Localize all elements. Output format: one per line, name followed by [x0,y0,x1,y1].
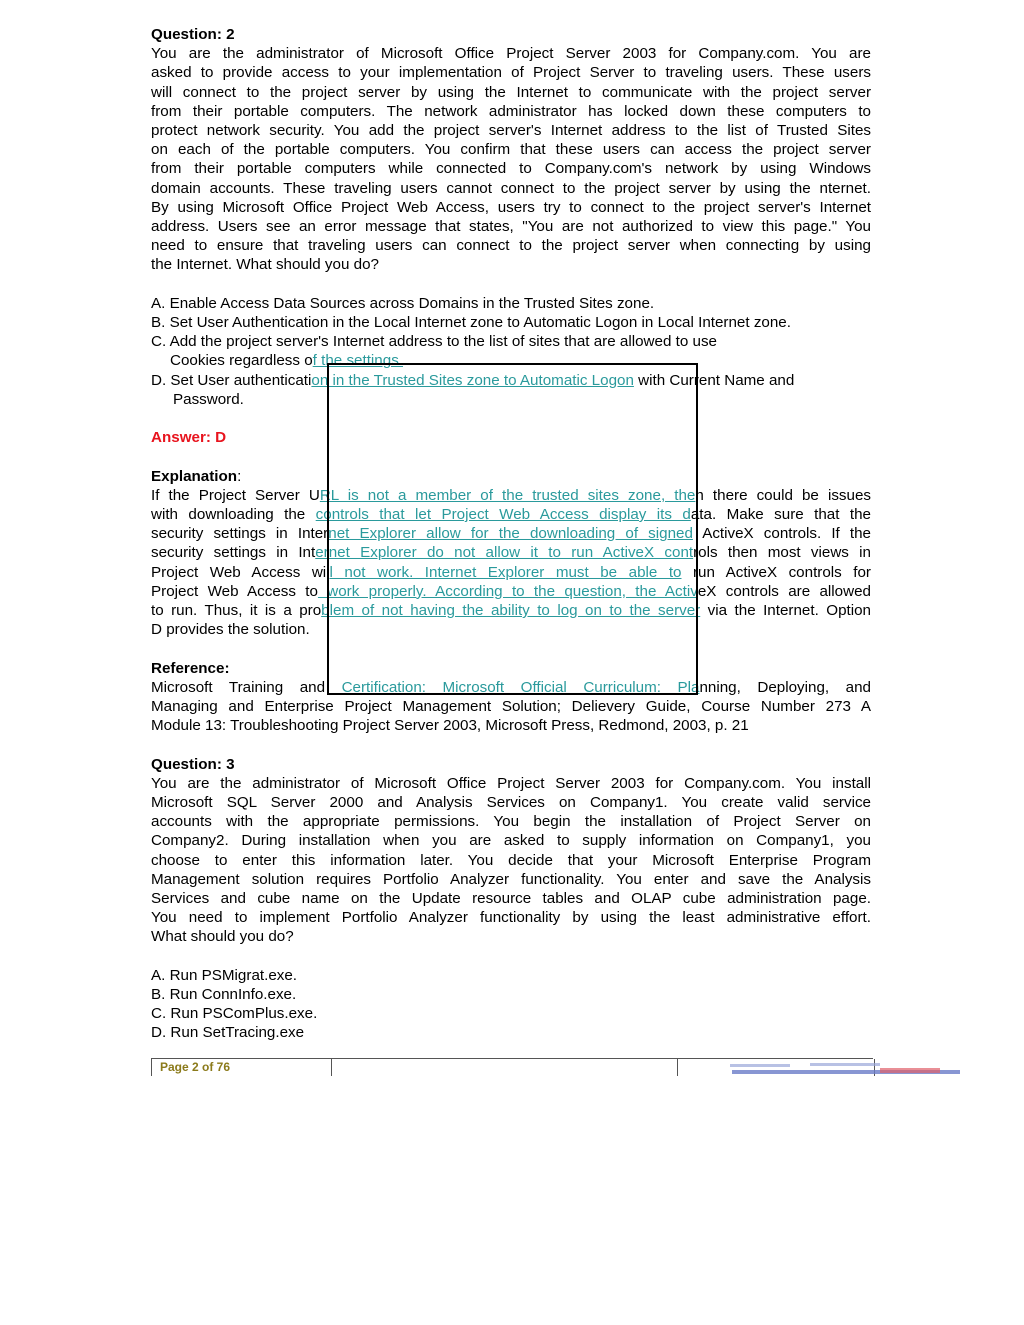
answer-label: Answer: D [151,429,227,447]
question-3-line: You are the administrator of Microsoft Office Project Server 2003 for Company.com. You install [151,774,871,792]
question-2-line: domain accounts. These traveling users cannot connect to the project server by using the nternet. [151,179,871,197]
reference-body [151,678,871,736]
option-c: C. Run PSComPlus.exe. [151,1005,318,1023]
reference-line: Managing and Enterprise Project Management Solution; Delievery Guide, Course Number 273 A [151,698,871,716]
question-3-line: What should you do? [151,928,294,946]
question-3-options [151,966,871,1043]
reference-line: Module 13: Troubleshooting Project Server 2003, Microsoft Press, Redmond, 2003, p. 21 [151,717,749,735]
option-a: A. Enable Access Data Sources across Domains in the Trusted Sites zone. [151,294,655,312]
page-number: Page 2 of 76 [160,1060,231,1074]
publisher-logo [730,1062,962,1076]
option-d: D. Set User authentication in the Trusted Sites zone to Automatic Logon with Current Name and [151,371,795,389]
option-b: B. Set User Authentication in the Local Internet zone to Automatic Logon in Local Internet zone. [151,314,791,332]
explanation-line: Project Web Access to work properly. According to the question, the ActiveX controls are allowed [151,582,871,600]
option-c-link[interactable]: f the settings. [312,352,404,370]
question-2-line: from their portable computers. The network administrator has locked down these computers to [151,102,871,120]
question-2-line: You are the administrator of Microsoft Office Project Server 2003 for Company.com. You are [151,45,871,63]
explanation-line: security settings in Internet Explorer do not allow it to run ActiveX controls then most views in [151,544,871,562]
option-a: A. Run PSMigrat.exe. [151,966,298,984]
question-3-body [151,774,871,947]
explanation-body [151,486,871,640]
question-2-line: from their portable computers while connected to Company.com's network by using Windows [151,160,871,178]
question-2-line: address. Users see an error message that states, "You are not authorized to view this page." You [151,218,871,236]
option-c: C. Add the project server's Internet address to the list of sites that are allowed to use [151,333,717,351]
explanation-link[interactable]: blem of not having the ability to log on to the server [321,602,701,620]
question-3-line: choose to enter this information later. You decide that your Microsoft Enterprise Program [151,851,871,869]
question-2-line: need to ensure that traveling users can connect to the project server when connecting by using [151,237,871,255]
question-2-options [151,294,871,409]
question-3-line: accounts with the appropriate permissions. You begin the installation of Project Server on [151,813,871,831]
question-2-line: the Internet. What should you do? [151,256,379,274]
explanation-line: with downloading the controls that let Project Web Access display its data. Make sure that the [151,506,871,524]
page-content [151,25,871,1043]
option-c-continued: Cookies regardless of the settings. [170,352,404,370]
question-2-line: protect network security. You add the project server's Internet address to the list of Trusted Sites [151,122,871,140]
explanation-link[interactable]: ernet Explorer do not allow it to run ActiveX cont [315,544,694,562]
explanation-line: Project Web Access will not work. Internet Explorer must be able to run ActiveX controls for [151,563,871,581]
explanation-heading: Explanation: [151,467,242,485]
question-3-line: Services and cube name on the Update resource tables and OLAP cube administration page. [151,890,871,908]
explanation-line: D provides the solution. [151,621,310,639]
option-d-link[interactable]: on in the Trusted Sites zone to Automatic Logon [311,371,634,389]
explanation-line: to run. Thus, it is a problem of not having the ability to log on to the server via the Internet. Option [151,602,871,620]
question-3-line: Company2. During installation when you are asked to supply information on Company1, you [151,832,871,850]
explanation-link[interactable]: RL is not a member of the trusted sites zone, the [319,486,696,504]
explanation-link[interactable]: l not work. Internet Explorer must be able to [329,563,682,581]
question-3-line: Management solution requires Portfolio Analyzer functionality. You enter and save the Analysis [151,870,871,888]
question-2-body [151,44,871,274]
option-d: D. Run SetTracing.exe [151,1024,305,1042]
explanation-link[interactable]: controls that let Project Web Access display its d [315,506,691,524]
question-3-heading: Question: 3 [151,755,235,773]
explanation-line: security settings in Internet Explorer allow for the downloading of signed ActiveX controls. If the [151,525,872,543]
footer-cell-page [151,1059,332,1076]
footer-cell-blank [331,1059,678,1076]
question-2-line: By using Microsoft Office Project Web Access, users try to connect to the project server's Internet [151,198,871,216]
reference-heading: Reference: [151,659,230,677]
explanation-link[interactable]: net Explorer allow for the downloading of signed [328,525,693,543]
question-3-line: Microsoft SQL Server 2000 and Analysis Services on Company1. You create valid service [151,794,871,812]
question-3-line: You need to implement Portfolio Analyzer functionality by using the least administrative effort. [151,909,871,927]
option-b: B. Run ConnInfo.exe. [151,986,297,1004]
question-2-heading: Question: 2 [151,26,235,43]
explanation-link[interactable]: work properly. According to the question, the Activ [317,582,698,600]
question-2-line: asked to provide access to your implementation of Project Server to traveling users. These users [151,64,871,82]
reference-link[interactable]: Certification: Microsoft Official Curriculum: Pla [341,678,700,696]
question-2-line: will connect to the project server by using the Internet to communicate with the project server [151,83,871,101]
reference-line: Microsoft Training and Certification: Microsoft Official Curriculum: Planning, Deploying, and [151,678,871,696]
question-2-line: on each of the portable computers. You confirm that these users can access the project server [151,141,871,159]
explanation-line: If the Project Server URL is not a member of the trusted sites zone, then there could be issues [151,486,871,504]
option-d-continued: Password. [173,390,244,408]
